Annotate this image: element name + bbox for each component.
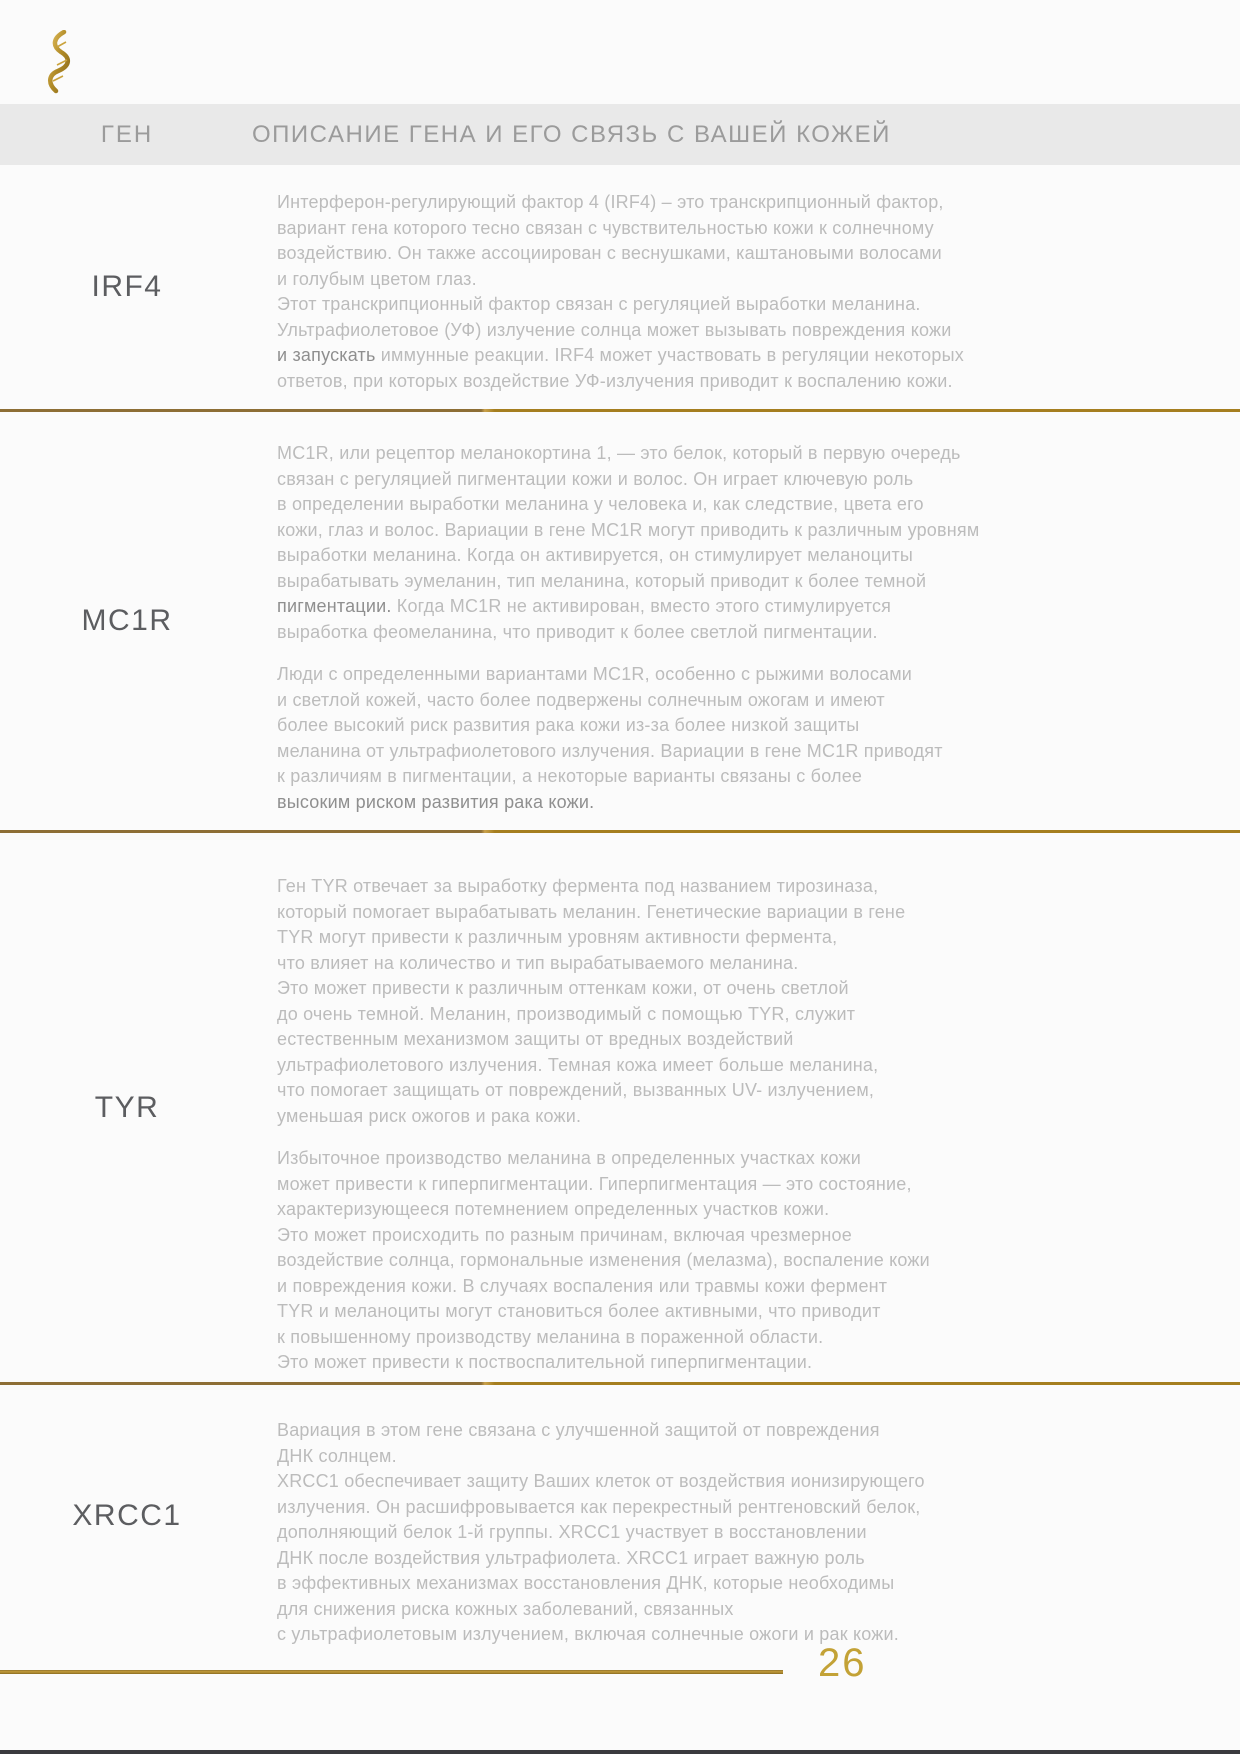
text-line: [277, 267, 1040, 293]
text-segment: выработка феомеланина, что приводит к более светлой пигментации.: [277, 621, 878, 642]
dna-logo-icon: [44, 30, 76, 94]
text-line: [277, 764, 1040, 790]
text-line: [277, 292, 1040, 318]
description-paragraph: [277, 441, 1040, 645]
text-line: [277, 1146, 1040, 1172]
text-line: [277, 241, 1040, 267]
text-segment: вырабатывать эумеланин, тип меланина, который приводит к более темной: [277, 570, 927, 591]
text-segment: в эффективных механизмах восстановления ДНК, которые необходимы: [277, 1573, 895, 1593]
text-line: [277, 467, 1040, 493]
text-line: [277, 569, 1040, 595]
text-segment: излучения. Он расшифровывается как перекрестный рентгеновский белок,: [277, 1496, 921, 1517]
page-number: 26: [818, 1641, 867, 1685]
text-segment: Это может привести к поствоспалительной гиперпигментации.: [277, 1352, 813, 1372]
gene-description: [254, 1385, 1240, 1647]
text-line: [277, 518, 1040, 544]
text-line: [277, 1418, 1040, 1444]
text-line: [277, 976, 1040, 1002]
text-segment: Когда MC1R не активирован, вместо этого стимулируется: [391, 596, 892, 616]
text-segment: естественным механизмом защиты от вредных воздействий: [277, 1029, 794, 1049]
text-segment: в определении выработки меланина у человека и, как следствие, цвета его: [277, 494, 924, 514]
text-segment: к повышенному производству меланина в пораженной области.: [277, 1326, 824, 1347]
text-line: [277, 369, 1040, 395]
gene-row-tyr: [0, 833, 1240, 1382]
text-segment: уменьшая риск ожогов и рака кожи.: [277, 1105, 582, 1126]
text-segment: меланина от ультрафиолетового излучения. Вариации в гене MC1R приводят: [277, 740, 943, 761]
text-line: [277, 594, 1040, 620]
text-line: [277, 1622, 1040, 1648]
description-paragraph: [277, 874, 1040, 1129]
text-segment: дополняющий белок 1-й группы. XRCC1 участвует в восстановлении: [277, 1522, 867, 1542]
emphasized-text-segment: высоким риском развития рака кожи.: [277, 791, 595, 812]
text-line: [277, 1520, 1040, 1546]
bottom-edge-bar: [0, 1750, 1240, 1754]
text-segment: TYR и меланоциты могут становиться более активными, что приводит: [277, 1301, 881, 1321]
footer-rule: [0, 1670, 783, 1674]
text-line: [277, 1002, 1040, 1028]
text-line: [277, 1078, 1040, 1104]
text-segment: и светлой кожей, часто более подвержены солнечным ожогам и имеют: [277, 689, 885, 710]
description-paragraph: [277, 1146, 1040, 1376]
text-segment: для снижения риска кожных заболеваний, связанных: [277, 1598, 734, 1619]
text-segment: что влияет на количество и тип вырабатываемого меланина.: [277, 952, 799, 973]
text-line: [277, 190, 1040, 216]
text-segment: ДНК после воздействия ультрафиолета. XRCC1 играет важную роль: [277, 1547, 865, 1568]
emphasized-text-segment: и запускать: [277, 345, 376, 365]
text-segment: вариант гена которого тесно связан с чувствительностью кожи к солнечному: [277, 217, 934, 238]
text-line: [277, 1172, 1040, 1198]
text-line: [277, 1571, 1040, 1597]
text-line: [277, 662, 1040, 688]
text-segment: Это может происходить по разным причинам, включая чрезмерное: [277, 1224, 852, 1245]
text-segment: Это может привести к различным оттенкам кожи, от очень светлой: [277, 978, 849, 998]
text-segment: Ген TYR отвечает за выработку фермента под названием тирозиназа,: [277, 876, 879, 896]
text-segment: может привести к гиперпигментации. Гиперпигментация — это состояние,: [277, 1173, 912, 1194]
text-line: [277, 1444, 1040, 1470]
description-paragraph: [277, 662, 1040, 815]
text-line: [277, 1597, 1040, 1623]
text-segment: MC1R, или рецептор меланокортина 1, — это белок, который в первую очередь: [277, 443, 961, 463]
gene-column: [0, 165, 254, 409]
text-segment: воздействию. Он также ассоциирован с веснушками, каштановыми волосами: [277, 243, 942, 263]
text-line: [277, 318, 1040, 344]
gene-row-irf4: [0, 165, 1240, 409]
text-segment: ДНК солнцем.: [277, 1445, 397, 1466]
text-segment: Этот транскрипционный фактор связан с регуляцией выработки меланина.: [277, 294, 921, 314]
text-line: [277, 1027, 1040, 1053]
text-segment: характеризующееся потемнением определенных участков кожи.: [277, 1199, 830, 1219]
text-segment: более высокий риск развития рака кожи из-за более низкой защиты: [277, 715, 860, 735]
gene-column-header: ГЕН: [100, 120, 154, 148]
gene-name-label: MC1R: [81, 604, 173, 637]
text-segment: и голубым цветом глаз.: [277, 268, 477, 289]
text-segment: и повреждения кожи. В случаях воспаления или травмы кожи фермент: [277, 1275, 888, 1296]
gene-table-body: [0, 165, 1240, 1647]
text-segment: до очень темной. Меланин, производимый с помощью TYR, служит: [277, 1003, 856, 1024]
text-line: [277, 1274, 1040, 1300]
text-segment: который помогает вырабатывать меланин. Генетические вариации в гене: [277, 901, 906, 922]
text-line: [277, 951, 1040, 977]
gene-description: [254, 165, 1240, 409]
text-segment: TYR могут привести к различным уровням активности фермента,: [277, 927, 838, 947]
text-line: [277, 874, 1040, 900]
text-line: [277, 790, 1040, 816]
description-paragraph: [277, 1418, 1040, 1648]
text-segment: Избыточное производство меланина в определенных участках кожи: [277, 1148, 861, 1168]
text-line: [277, 1197, 1040, 1223]
emphasized-text-segment: пигментации.: [277, 596, 392, 616]
text-line: [277, 1546, 1040, 1572]
text-line: [277, 713, 1040, 739]
text-segment: выработки меланина. Когда он активируется, он стимулирует меланоциты: [277, 545, 914, 565]
text-line: [277, 688, 1040, 714]
text-segment: кожи, глаз и волос. Вариации в гене MC1R могут приводить к различным уровням: [277, 519, 980, 540]
text-segment: воздействие солнца, гормональные изменения (мелазма), воспаление кожи: [277, 1250, 930, 1270]
text-line: [277, 441, 1040, 467]
description-column-header: ОПИСАНИЕ ГЕНА И ЕГО СВЯЗЬ С ВАШЕЙ КОЖЕЙ: [252, 120, 891, 148]
text-line: [277, 1469, 1040, 1495]
text-segment: связан с регуляцией пигментации кожи и волос. Он играет ключевую роль: [277, 468, 914, 489]
text-segment: что помогает защищать от повреждений, вызванных UV- излучением,: [277, 1080, 875, 1100]
text-line: [277, 900, 1040, 926]
gene-description: [254, 833, 1240, 1382]
text-line: [277, 1495, 1040, 1521]
text-segment: XRCC1 обеспечивает защиту Ваших клеток от воздействия ионизирующего: [277, 1471, 925, 1491]
text-line: [277, 216, 1040, 242]
text-line: [277, 1248, 1040, 1274]
text-line: [277, 925, 1040, 951]
gene-row-mc1r: [0, 412, 1240, 830]
text-segment: Люди с определенными вариантами MC1R, особенно с рыжими волосами: [277, 664, 913, 684]
text-segment: с ультрафиолетовым излучением, включая солнечные ожоги и рак кожи.: [277, 1624, 899, 1644]
text-line: [277, 620, 1040, 646]
text-segment: ответов, при которых воздействие УФ-излучения приводит к воспалению кожи.: [277, 370, 953, 391]
text-segment: иммунные реакции. IRF4 может участвовать в регуляции некоторых: [375, 345, 964, 365]
text-line: [277, 1325, 1040, 1351]
text-segment: Интерферон-регулирующий фактор 4 (IRF4) – это транскрипционный фактор,: [277, 192, 944, 212]
gene-name-label: XRCC1: [72, 1499, 182, 1532]
gene-name-label: TYR: [94, 1090, 160, 1124]
text-line: [277, 492, 1040, 518]
gene-row-xrcc1: [0, 1385, 1240, 1647]
gene-column: [0, 1385, 254, 1647]
text-line: [277, 343, 1040, 369]
description-paragraph: [277, 190, 1040, 394]
gene-column: [0, 412, 254, 830]
gene-name-label: IRF4: [91, 270, 163, 303]
text-line: [277, 1299, 1040, 1325]
text-segment: ультрафиолетового излучения. Темная кожа имеет больше меланина,: [277, 1054, 879, 1075]
text-line: [277, 1104, 1040, 1130]
text-line: [277, 543, 1040, 569]
table-header: [0, 104, 1240, 165]
text-line: [277, 1223, 1040, 1249]
text-line: [277, 1350, 1040, 1376]
text-segment: Вариация в этом гене связана с улучшенной защитой от повреждения: [277, 1420, 880, 1440]
gene-column: [0, 833, 254, 1382]
text-segment: Ультрафиолетовое (УФ) излучение солнца может вызывать повреждения кожи: [277, 319, 952, 340]
gene-description: [254, 412, 1240, 830]
text-line: [277, 1053, 1040, 1079]
text-segment: к различиям в пигментации, а некоторые варианты связаны с более: [277, 766, 863, 786]
text-line: [277, 739, 1040, 765]
